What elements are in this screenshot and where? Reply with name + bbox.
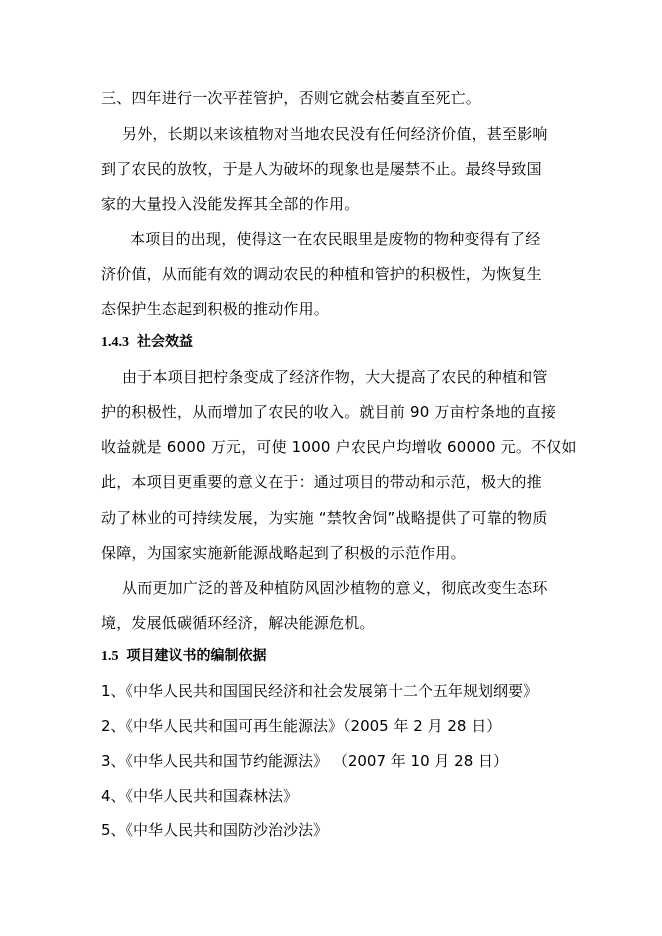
section-number: 1.4.3 — [101, 335, 129, 350]
paragraph-line: 保障，为国家实施新能源战略起到了积极的示范作用。 — [101, 544, 466, 562]
reference-item: 5、《中华人民共和国防沙治沙法》 — [101, 821, 329, 839]
reference-item: 2、《中华人民共和国可再生能源法》（2005 年 2 月 28 日） — [101, 717, 502, 735]
paragraph-line: 到了农民的放牧，于是人为破坏的现象也是屡禁不止。最终导致国 — [101, 160, 542, 178]
paragraph-line: 态保护生态起到积极的推动作用。 — [101, 300, 330, 318]
reference-item: 3、《中华人民共和国节约能源法》 （2007 年 10 月 28 日） — [101, 752, 509, 770]
paragraph-line: 动了林业的可持续发展，为实施 “禁牧舍饲”战略提供了可靠的物质 — [101, 509, 548, 527]
section-number: 1.5 — [101, 649, 119, 664]
reference-item: 1、《中华人民共和国国民经济和社会发展第十二个五年规划纲要》 — [101, 682, 539, 700]
section-heading-1-5 — [101, 646, 267, 667]
reference-item: 4、《中华人民共和国森林法》 — [101, 787, 299, 805]
paragraph-line: 境，发展低碳循环经济，解决能源危机。 — [101, 614, 375, 632]
section-title: 社会效益 — [137, 334, 193, 350]
paragraph-line: 家的大量投入没能发挥其全部的作用。 — [101, 195, 360, 213]
paragraph-line: 此，本项目更重要的意义在于：通过项目的带动和示范，极大的推 — [101, 473, 542, 491]
section-title: 项目建议书的编制依据 — [126, 648, 267, 664]
paragraph-line: 由于本项目把柠条变成了经济作物，大大提高了农民的种植和管 — [122, 368, 548, 386]
paragraph-line: 从而更加广泛的普及种植防风固沙植物的意义，彻底改变生态环 — [122, 579, 548, 597]
paragraph-line: 另外，长期以来该植物对当地农民没有任何经济价值，甚至影响 — [122, 125, 548, 143]
paragraph-line: 收益就是 6000 万元，可使 1000 户农民户均增收 60000 元。不仅如 — [101, 438, 577, 456]
paragraph-line: 护的积极性，从而增加了农民的收入。就目前 90 万亩柠条地的直接 — [101, 403, 557, 421]
paragraph-line: 济价值，从而能有效的调动农民的种植和管护的积极性，为恢复生 — [101, 265, 542, 283]
paragraph-line: 本项目的出现，使得这一在农民眼里是废物的物种变得有了经 — [130, 230, 541, 248]
section-heading-1-4-3 — [101, 332, 193, 353]
paragraph-line: 三、四年进行一次平茬管护，否则它就会枯萎直至死亡。 — [101, 89, 482, 107]
